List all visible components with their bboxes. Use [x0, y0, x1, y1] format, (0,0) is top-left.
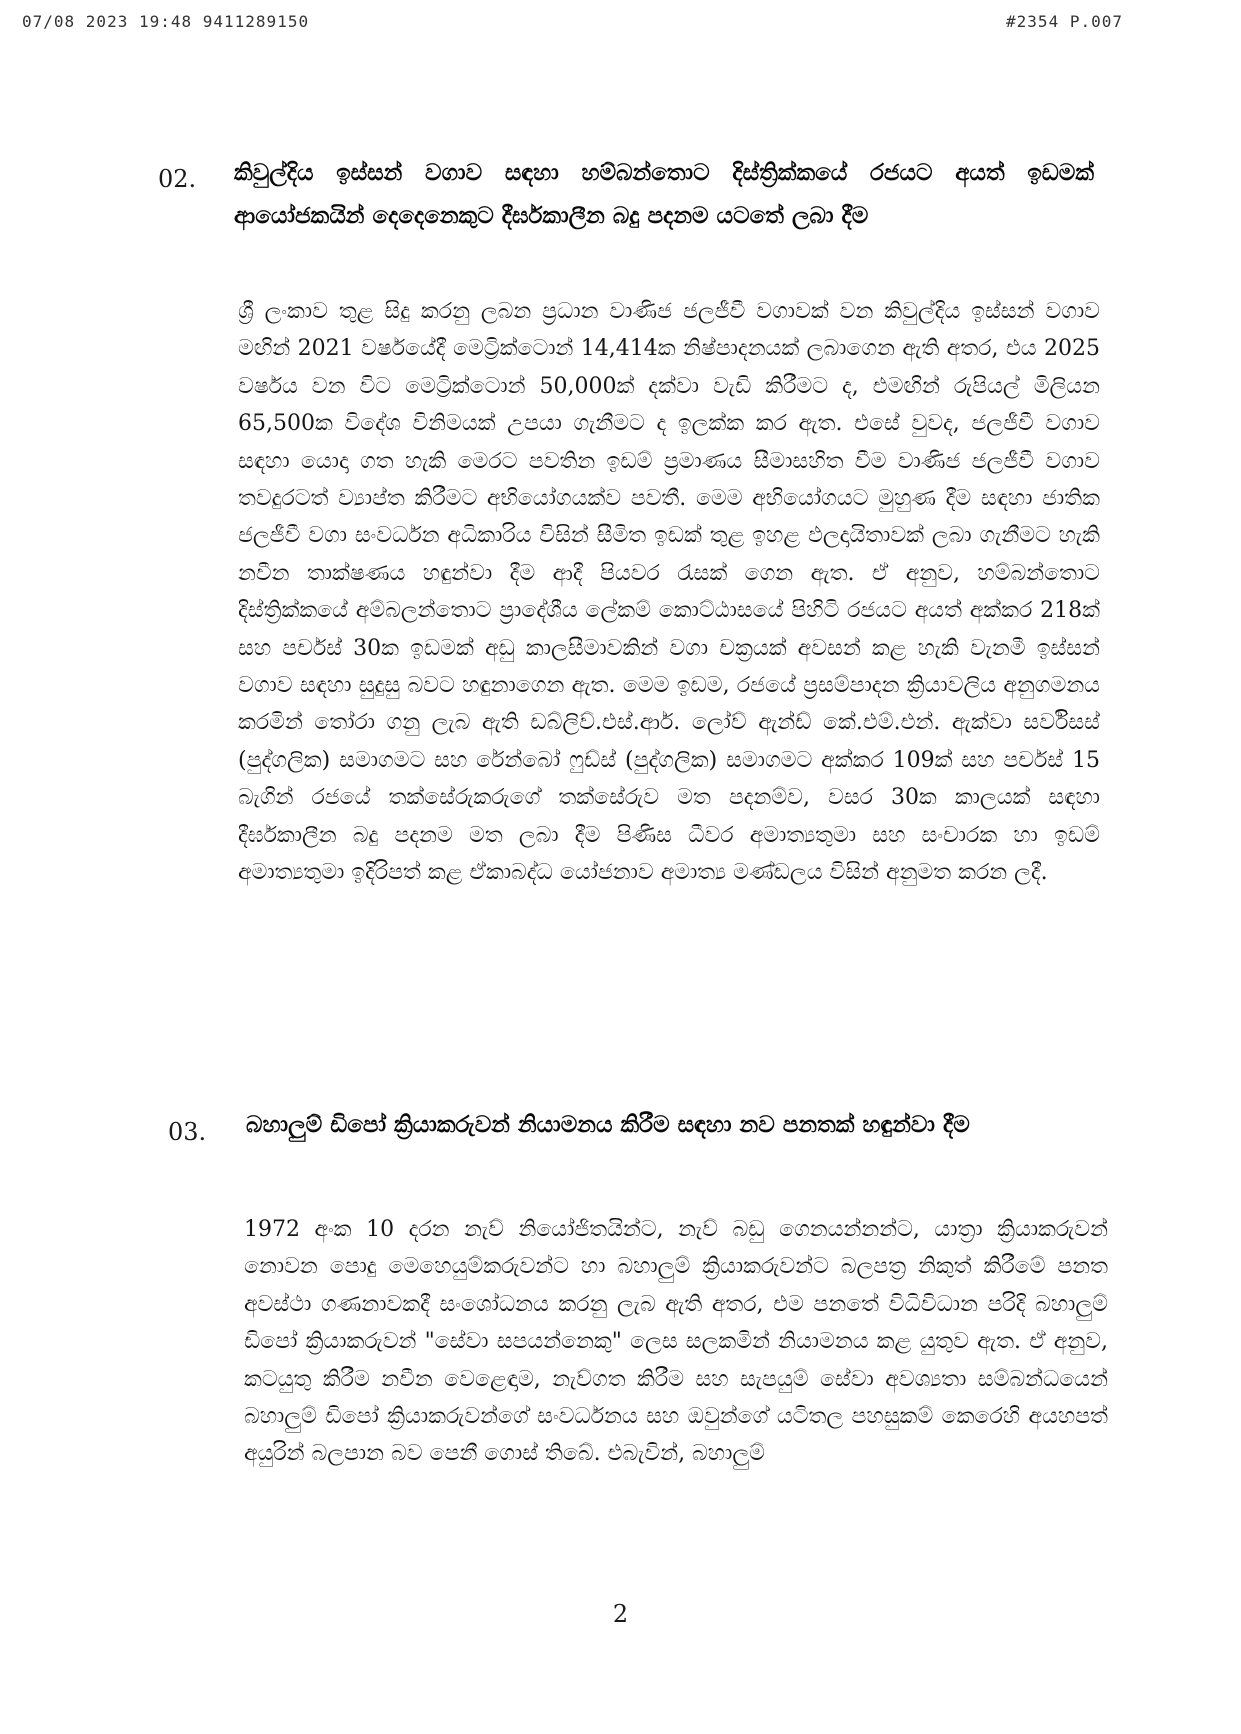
- section-number: 02.: [158, 165, 197, 193]
- section-title: බහාලුම් ඩිපෝ ක්‍රියාකරුවන් නියාමනය කිරීම සඳහා නව පනතක් හඳුන්වා දීම: [246, 1112, 970, 1138]
- section-number: 03.: [168, 1118, 207, 1146]
- fax-datetime-number: 07/08 2023 19:48 9411289150: [22, 12, 310, 31]
- fax-header: [22, 12, 1219, 36]
- fax-page-id: #2354 P.007: [1006, 12, 1123, 31]
- section-title: කිවුල්දිය ඉස්සන් වගාව සඳහා හම්බන්තොට දිස්ත්‍රික්කයේ රජයට අයත් ඉඩමක් ආයෝජකයින් දෙදෙනෙකුට දීර්ඝකාලීන බදු පදනම යටතේ ලබා දීම: [234, 160, 1094, 229]
- section-body: 1972 අංක 10 දරන නැව් නියෝජිතයින්ට, නැව් බඩු ගෙනයන්නන්ට, යාත්‍රා ක්‍රියාකරුවන් නොවන පොදු මෙහෙයුම්කරුවන්ට හා බහාලුම් ක්‍රියාකරුවන්ට බලපත්‍ර නිකුත් කිරීමේ පනත අවස්ථා ගණනාවකදී සංශෝධනය කරනු ලැබ ඇති අතර, එම පනතේ විධිවිධාන පරිදි බහාලුම් ඩිපෝ ක්‍රියාකරුවන් "සේවා සපයන්නෙකු" ලෙස සලකමින් නියාමනය කළ යුතුව ඇත. ඒ අනුව, කටයුතු කිරීම නවීන වෙළෙඳාම, නැව්ගත කිරීම සහ සැපයුම් සේවා අවශ්‍යතා සම්බන්ධයෙන් බහාලුම් ඩිපෝ ක්‍රියාකරුවන්ගේ සංවර්ධනය සහ ඔවුන්ගේ යටිතල පහසුකම් කෙරෙහි අයහපත් අයුරින් බලපාන බව පෙනී ගොස් තිබේ. එබැවින්, බහාලුම්: [244, 1217, 1108, 1467]
- page-number: 2: [612, 1600, 629, 1628]
- section-body: ශ්‍රී ලංකාව තුළ සිදු කරනු ලබන ප්‍රධාන වාණිජ ජලජීවී වගාවක් වන කිවුල්දිය ඉස්සන් වගාව මඟින් 2021 වර්ෂයේදී මෙට්‍රික්ටොන් 14,414ක නිෂ්පාදනයක් ලබාගෙන ඇති අතර, එය 2025 වර්ෂය වන විට මෙට්‍රික්ටොන් 50,000ක් දක්වා වැඩි කිරීමට ද, එමඟින් රුපියල් මිලියන 65,500ක විදේශ විනිමයක් උපයා ගැනීමට ද ඉලක්ක කර ඇත. එසේ වුවද, ජලජීවී වගාව සඳහා යොදා ගත හැකි මෙරට පවතින ඉඩම් ප්‍රමාණය සීමාසහිත වීම වාණිජ ජලජීවී වගාව තවදුරටත් ව්‍යාප්ත කිරීමට අභියෝගයක්ව පවතී. මෙම අභියෝගයට මුහුණ දීම සඳහා ජාතික ජලජීවී වගා සංවර්ධන අධිකාරිය විසින් සීමිත ඉඩක් තුළ ඉහළ ඵලදායිතාවක් ලබා ගැනීමට හැකි නවීන තාක්ෂණය හඳුන්වා දීම ආදී පියවර රැසක් ගෙන ඇත. ඒ අනුව, හම්බන්තොට දිස්ත්‍රික්කයේ අම්බලන්තොට ප්‍රාදේශීය ලේකම් කොට්ඨාසයේ පිහිටි රජයට අයත් අක්කර 218ක් සහ පර්චස් 30ක ඉඩමක් අඩු කාලසීමාවකින් වගා චක්‍රයක් අවසන් කළ හැකි වැනමී ඉස්සන් වගාව සඳහා සුදුසු බවට හඳුනාගෙන ඇත. මෙම ඉඩම, රජයේ ප්‍රසම්පාදන ක්‍රියාවලිය අනුගමනය කරමින් තෝරා ගනු ලැබ ඇති ඩබ්ලිව්.එස්.ආර්. ලෝව් ඇන්ඩ් කේ.එම්.එන්. ඇක්වා සර්විසස් (පුද්ගලික) සමාගමට සහ රේන්බෝ ෆුඩ්ස් (පුද්ගලික) සමාගමට අක්කර 109ක් සහ පර්චස් 15 බැගින් රජයේ තක්සේරුකරුගේ තක්සේරුව මත පදනම්ව, වසර 30ක කාලයක් සඳහා දීර්ඝකාලීන බදු පදනම මත ලබා දීම පිණිස ධීවර අමාත්‍යතුමා සහ සංචාරක හා ඉඩම් අමාත්‍යතුමා ඉදිරිපත් කළ ඒකාබද්ධ යෝජනාව අමාත්‍ය මණ්ඩලය විසින් අනුමත කරන ලදී.: [238, 299, 1100, 886]
